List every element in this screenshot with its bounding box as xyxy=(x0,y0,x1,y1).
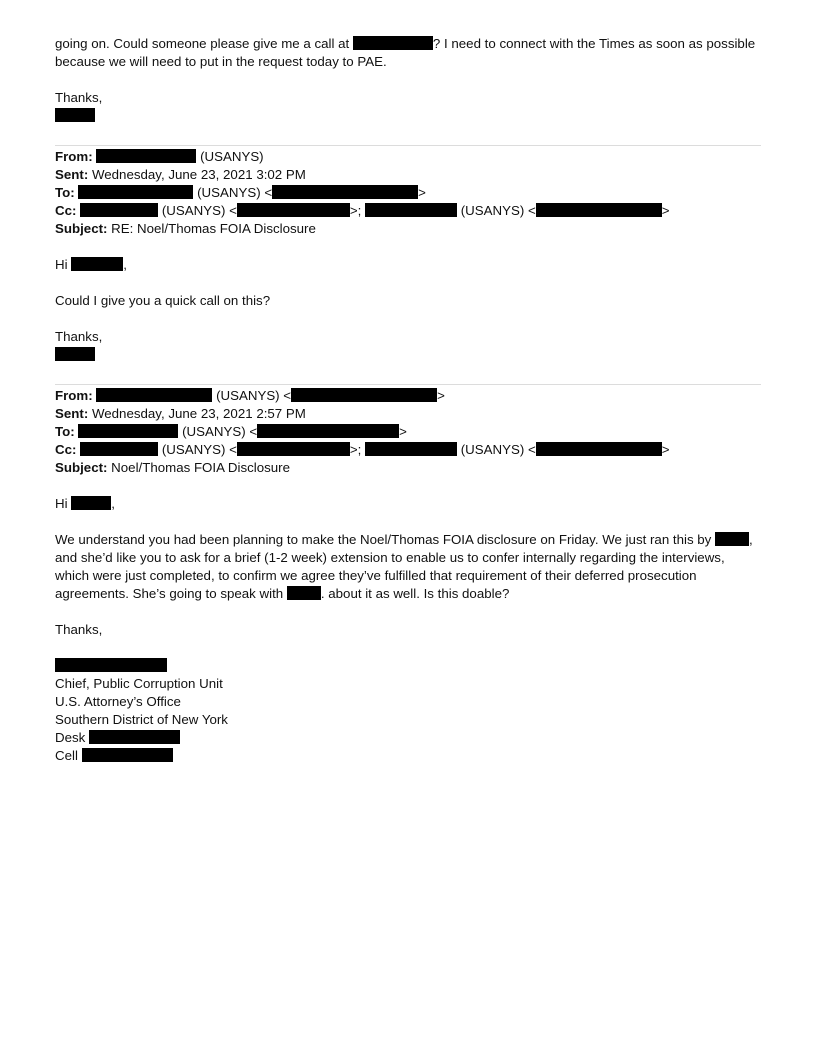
top-body-line-2: because we will need to put in the request today to PAE. xyxy=(55,54,387,69)
redaction-name xyxy=(71,496,111,510)
email2-body-line-4 xyxy=(55,585,509,603)
redaction-email xyxy=(536,442,662,456)
email2-body-line-1 xyxy=(55,531,753,549)
cc-close: > xyxy=(661,442,670,457)
top-body-line-1 xyxy=(55,35,755,53)
redaction-name xyxy=(365,442,457,456)
redaction-email xyxy=(291,388,437,402)
redaction-email xyxy=(272,185,418,199)
to-org: (USANYS) < xyxy=(182,424,258,439)
signature-desk xyxy=(55,729,180,747)
email2-subject xyxy=(55,459,290,477)
redaction-phone xyxy=(82,748,173,762)
redaction-name xyxy=(78,424,178,438)
to-label: To: xyxy=(55,424,75,439)
to-label: To: xyxy=(55,185,75,200)
cc-org: (USANYS) < xyxy=(161,203,237,218)
email2-greeting xyxy=(55,495,115,513)
redaction-email xyxy=(237,442,350,456)
cc-org: (USANYS) < xyxy=(161,442,237,457)
top-thanks: Thanks, xyxy=(55,90,103,105)
to-close: > xyxy=(418,185,426,200)
cc-org: (USANYS) < xyxy=(460,442,536,457)
email1-body: Could I give you a quick call on this? xyxy=(55,293,271,308)
body-text: . about it as well. Is this doable? xyxy=(320,586,510,601)
email2-sent xyxy=(55,405,306,423)
subject-label: Subject: xyxy=(55,460,108,475)
body-text: going on. Could someone please give me a call at xyxy=(55,36,350,51)
redaction-email xyxy=(257,424,399,438)
email2-from xyxy=(55,387,445,405)
greeting-comma: , xyxy=(123,257,127,272)
subject-label: Subject: xyxy=(55,221,108,236)
redaction-name xyxy=(55,658,167,672)
body-text: agreements. She’s going to speak with xyxy=(55,586,284,601)
sent-value: Wednesday, June 23, 2021 3:02 PM xyxy=(91,167,306,182)
redaction-name xyxy=(96,149,196,163)
cc-close: > xyxy=(661,203,670,218)
email1-to xyxy=(55,184,426,202)
cc-org: (USANYS) < xyxy=(460,203,536,218)
from-org: (USANYS) xyxy=(200,149,264,164)
from-org: (USANYS) < xyxy=(216,388,292,403)
body-text: , xyxy=(749,532,753,547)
email-divider xyxy=(55,145,761,146)
signature-title: Chief, Public Corruption Unit xyxy=(55,676,223,691)
sent-label: Sent: xyxy=(55,406,89,421)
subject-value: RE: Noel/Thomas FOIA Disclosure xyxy=(111,221,316,236)
redaction-name xyxy=(287,586,321,600)
sent-label: Sent: xyxy=(55,167,89,182)
redaction-name xyxy=(55,108,95,122)
body-text: We understand you had been planning to make the Noel/Thomas FOIA disclosure on Friday. We just ran this by xyxy=(55,532,712,547)
email2-cc xyxy=(55,441,669,459)
from-label: From: xyxy=(55,388,93,403)
redaction-phone xyxy=(89,730,180,744)
cc-label: Cc: xyxy=(55,203,77,218)
redaction-phone xyxy=(353,36,433,50)
greeting-comma: , xyxy=(111,496,115,511)
subject-value: Noel/Thomas FOIA Disclosure xyxy=(111,460,290,475)
cc-label: Cc: xyxy=(55,442,77,457)
desk-label: Desk xyxy=(55,730,86,745)
email1-from xyxy=(55,148,264,166)
email2-thanks: Thanks, xyxy=(55,622,103,637)
email2-body-line-3: which were just completed, to confirm we agree they’ve fulfilled that requirement of their deferred prosecution xyxy=(55,568,697,583)
to-org: (USANYS) < xyxy=(197,185,273,200)
greeting-text: Hi xyxy=(55,496,68,511)
email1-subject xyxy=(55,220,316,238)
email-divider xyxy=(55,384,761,385)
redaction-name xyxy=(96,388,212,402)
email2-signature-name xyxy=(55,657,167,675)
sent-value: Wednesday, June 23, 2021 2:57 PM xyxy=(91,406,306,421)
redaction-email xyxy=(237,203,350,217)
from-label: From: xyxy=(55,149,93,164)
redaction-name xyxy=(78,185,193,199)
email2-body-line-2: and she’d like you to ask for a brief (1-2 week) extension to enable us to confer internally regarding the interviews, xyxy=(55,550,725,565)
signature-district: Southern District of New York xyxy=(55,712,228,727)
email1-sent xyxy=(55,166,306,184)
signature-office: U.S. Attorney’s Office xyxy=(55,694,181,709)
email1-greeting xyxy=(55,256,127,274)
redaction-name xyxy=(55,347,95,361)
top-signature xyxy=(55,107,95,125)
redaction-email xyxy=(536,203,662,217)
email2-to xyxy=(55,423,407,441)
redaction-name xyxy=(365,203,457,217)
cell-label: Cell xyxy=(55,748,78,763)
cc-separator: >; xyxy=(349,203,362,218)
email1-thanks: Thanks, xyxy=(55,329,103,344)
redaction-name xyxy=(80,203,158,217)
redaction-name xyxy=(80,442,158,456)
redaction-name xyxy=(715,532,749,546)
cc-separator: >; xyxy=(349,442,362,457)
signature-cell xyxy=(55,747,173,765)
body-text: ? I need to connect with the Times as soon as possible xyxy=(432,36,756,51)
greeting-text: Hi xyxy=(55,257,68,272)
redaction-name xyxy=(71,257,123,271)
email1-cc xyxy=(55,202,669,220)
email1-signature xyxy=(55,346,95,364)
to-close: > xyxy=(399,424,407,439)
from-close: > xyxy=(437,388,445,403)
